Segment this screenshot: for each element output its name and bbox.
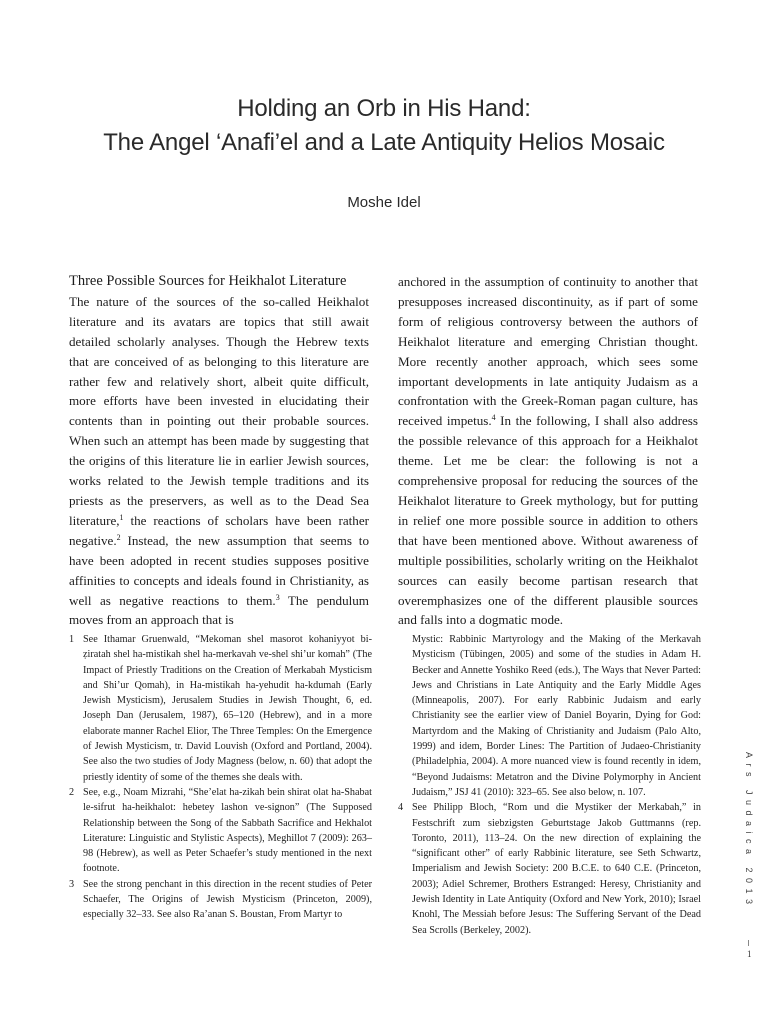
footnote-text: See Philipp Bloch, “Rom und die Mystiker der Merkabah,” in Festschrift zum siebzigsten Geburtstage Jakob Guttmanns (rep. Toronto, 2011), 113–24. On the new direction of explaining the “significant other” of early Rabbinic literature, see Seth Schwartz, Imperialism and Jewish Society: 200 B.C.E. to 640 C.E. (Princeton, 2003); Adiel Schremer, Brothers Estranged: Heresy, Christianity and Jewish Identity in Late Antiquity (Oxford and New York, 2010); Israel Knohl, The Messiah before Jesus: The Suffering Servant of the Dead Sea Scrolls (Berkeley, 2002). bbox=[412, 802, 701, 936]
footnote-3-continued bbox=[398, 632, 701, 800]
footnotes-column-left bbox=[69, 632, 372, 923]
body-text: In the following, I shall also address the possible relevance of this approach for a Heikhalot theme. Let me be clear: the following is not a comprehensive proposal for reducing the sources of the Heikhalot literature to Greek mythology, but for putting in relief one more possible source in addition to others that have been mentioned above. Without awareness of multiple possibilities, scholarly writing on the Heikhalot sources can easily become partisan research that overemphasizes one of the different plausible sources and falls into a dogmatic mode. bbox=[398, 413, 698, 628]
body-text: anchored in the assumption of continuity to another that presupposes increased discontinuity, as if part of some form of religious controversy between the authors of Heikhalot literature and emerging Christian thought. More recently another approach, which sees some important developments in late antiquity Judaism as a confrontation with the Greek-Roman pagan culture, has received impetus. bbox=[398, 274, 698, 429]
footnote-2 bbox=[69, 785, 372, 877]
footnote-1 bbox=[69, 632, 372, 785]
footnote-ref-4[interactable]: 4 bbox=[491, 413, 496, 423]
body-column-right bbox=[398, 272, 698, 630]
footnote-text: Mystic: Rabbinic Martyrology and the Making of the Merkavah Mysticism (Tübingen, 2005) and some of the studies in Adam H. Becker and Annette Yoshiko Reed (eds.), The Ways that Never Parted: Jews and Christians in Late Antiquity and the Early Middle Ages (Minneapolis, 2007). For early Rabbinic Judaism and early Christianity see the earlier view of Daniel Boyarin, Dying for God: Martyrdom and the Making of Christianity and Judaism (Palo Alto, 1999) and idem, Border Lines: The Partition of Judaeo-Christianity (Philadelphia, 2004). A more nuanced view is found recently in idem, “Beyond Judaisms: Metatron and the Divine Polymorphy in Ancient Judaism,” JSJ 41 (2010): 323–65. See also below, n. 107. bbox=[412, 634, 701, 798]
section-heading: Three Possible Sources for Heikhalot Literature bbox=[69, 273, 347, 289]
article-title-line-1: Holding an Orb in His Hand: bbox=[237, 95, 531, 122]
body-text: The pendulum moves from an approach that is bbox=[69, 592, 369, 628]
body-text: the reactions of scholars have been rather negative. bbox=[69, 512, 369, 548]
page-number: 1 bbox=[747, 949, 752, 959]
journal-label: Ars Judaica 2013 bbox=[744, 752, 754, 910]
footnote-number: 1 bbox=[69, 634, 75, 645]
footnote-number: 4 bbox=[398, 802, 404, 814]
footnotes-column-right bbox=[398, 632, 701, 938]
footnote-text: See, e.g., Noam Mizrahi, “She’elat ha-zikah bein shirat olat ha-Shabat le-sifrut ha-heikhalot: hebetey lashon ve-signon” (The Supposed Relationship between the Song of the Sabbath Sacrifice and Hekhalot Literature: Linguistic and Stylistic Aspects), Meghillot 7 (2009): 263–98 (Hebrew), as well as Peter Schaefer’s study mentioned in the next footnote. bbox=[83, 786, 372, 875]
footnote-number: 3 bbox=[69, 878, 75, 890]
body-text: Instead, the new assumption that seems to have been adopted in recent studies supposes positive affinities to concepts and ideals found in Christianity, as well as negative reactions to them. bbox=[69, 532, 369, 608]
body-paragraph-right bbox=[398, 272, 698, 630]
footnote-4 bbox=[398, 800, 701, 938]
body-column-left bbox=[69, 272, 369, 630]
footnote-3 bbox=[69, 877, 372, 923]
body-paragraph-left bbox=[69, 292, 369, 630]
footnote-number: 2 bbox=[69, 786, 75, 798]
article-header bbox=[0, 92, 768, 211]
footnote-ref-2[interactable]: 2 bbox=[116, 532, 121, 542]
article-title-line-2: The Angel ‘Anafi’el and a Late Antiquity Helios Mosaic bbox=[103, 129, 665, 156]
footnote-text: See Ithamar Gruenwald, “Mekoman shel masorot kohaniyyot bi-ẓiratah shel ha-mistikah shel ha-merkavah ve-shel shi’ur komah” (The Impact of Priestly Traditions on the Creation of Merkabah Mysticism and Shi’ur Qomah), in Ha-mistikah ha-yehudit ha-kdumah (Early Jewish Mysticism), Jerusalem Studies in Jewish Thought, 6, ed. Joseph Dan (Jerusalem, 1987), 65–120 (Hebrew), and in a more elaborate manner Rachel Elior, The Three Temples: On the Emergence of Jewish Mysticism, tr. David Louvish (Oxford and Portland, 2004). See also the two studies of Jody Magness (below, n. 60) that adopt the priestly identity of some of the themes she deals with. bbox=[83, 634, 372, 783]
author-name: Moshe Idel bbox=[347, 194, 421, 211]
footnote-ref-1[interactable]: 1 bbox=[119, 512, 124, 522]
footnote-ref-3[interactable]: 3 bbox=[275, 592, 280, 602]
body-text: The nature of the sources of the so-called Heikhalot literature and its avatars are topics that still await detailed scholarly analyses. Though the Hebrew texts that are conceived of as belonging to this literature are rather few and relatively short, albeit quite difficult, more efforts have been invested in elucidating their contents than in pointing out their probable sources. When such an attempt has been made by suggesting that the origins of this literature lie in earlier Jewish sources, works related to the Jewish temple traditions and its priests as the preservers, as well as to the Dead Sea literature, bbox=[69, 293, 369, 528]
footnote-text: See the strong penchant in this direction in the recent studies of Peter Schaefer, The Origins of Jewish Mysticism (Princeton, 2009), especially 32–33. See also Ra’anan S. Boustan, From Martyr to bbox=[83, 878, 372, 921]
page-divider bbox=[748, 940, 749, 946]
